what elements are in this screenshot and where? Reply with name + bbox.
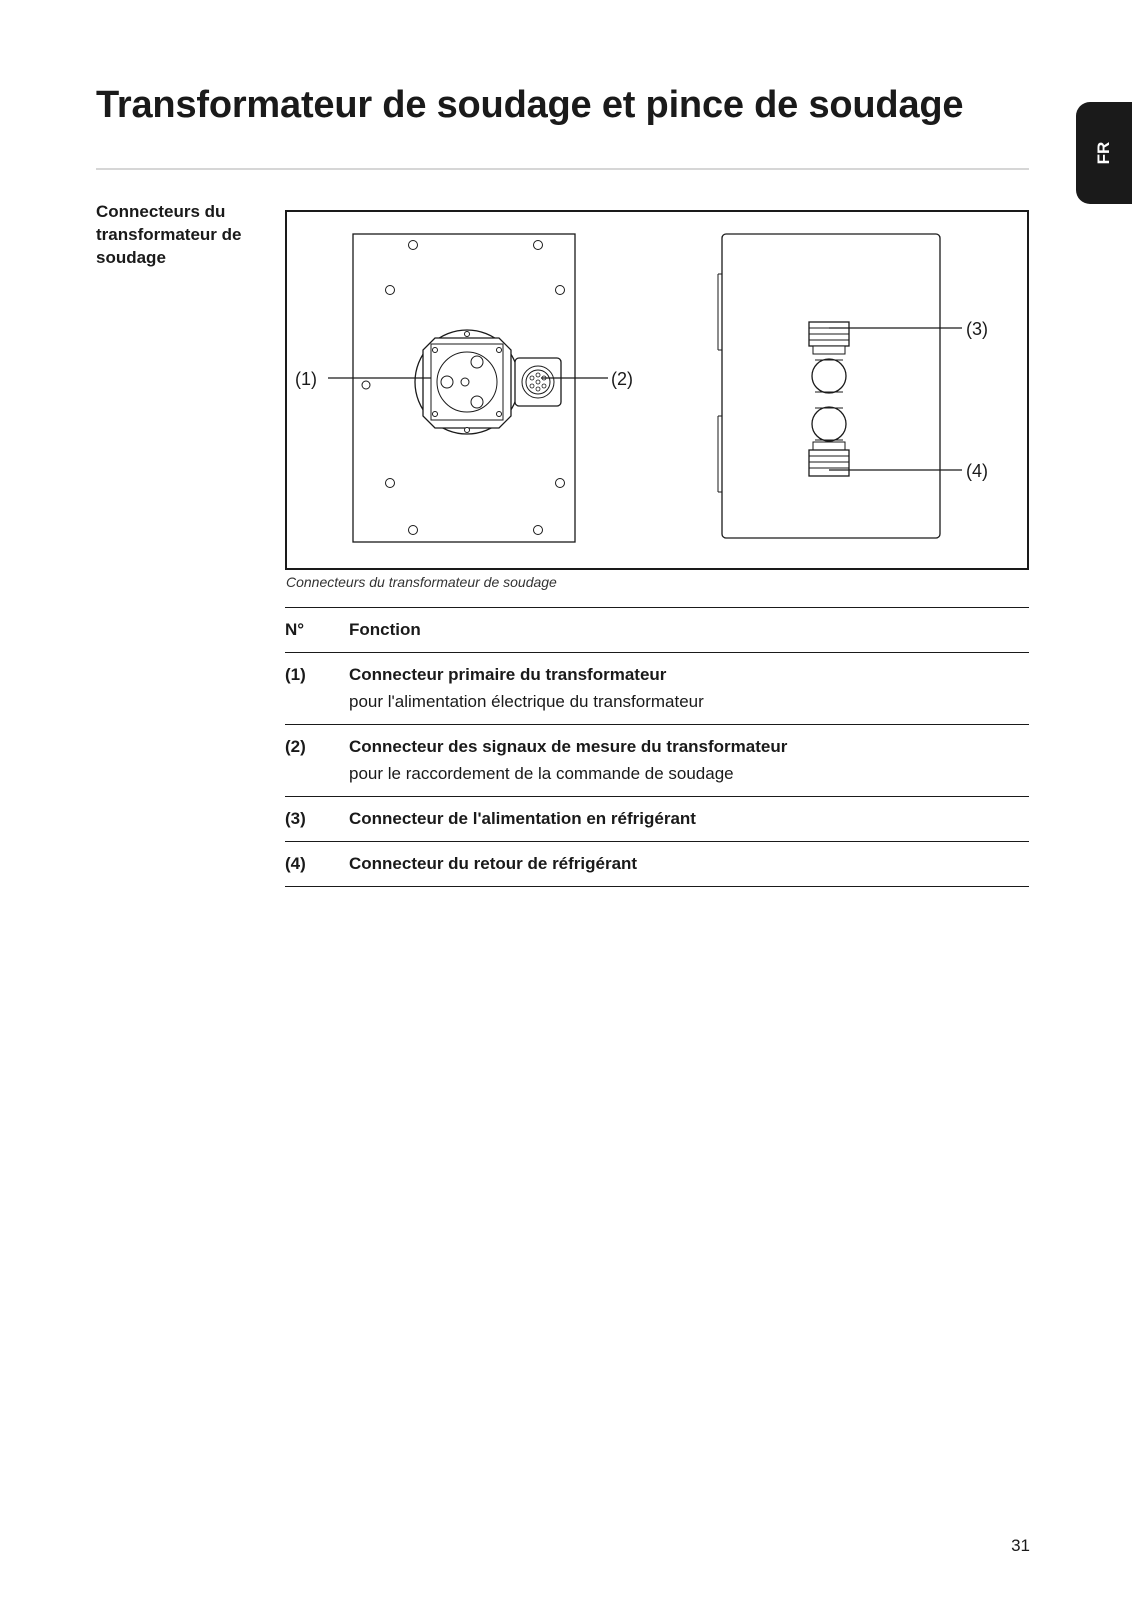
transformer-side-panel — [718, 234, 940, 538]
callout-1: (1) — [295, 369, 317, 389]
table-row — [285, 653, 1029, 725]
header-function: Fonction — [349, 620, 421, 639]
figure-caption: Connecteurs du transformateur de soudage — [286, 574, 557, 590]
row-description: pour l'alimentation électrique du transformateur — [349, 692, 704, 711]
row-title: Connecteur primaire du transformateur — [349, 665, 667, 684]
table-row — [285, 797, 1029, 842]
table-header-row — [285, 608, 1029, 653]
table-row — [285, 842, 1029, 887]
primary-connector-drawing — [415, 330, 519, 434]
row-title: Connecteur de l'alimentation en réfrigérant — [349, 809, 696, 828]
page-title: Transformateur de soudage et pince de soudage — [96, 84, 964, 126]
callout-2: (2) — [611, 369, 633, 389]
page-number: 31 — [1011, 1536, 1030, 1555]
function-table — [285, 607, 1029, 887]
callout-3: (3) — [966, 319, 988, 339]
signal-connector-drawing — [515, 358, 561, 406]
row-title: Connecteur du retour de réfrigérant — [349, 854, 638, 873]
table-row — [285, 725, 1029, 797]
language-tab — [1076, 102, 1132, 204]
title-divider — [96, 168, 1029, 170]
row-number: (4) — [285, 854, 306, 873]
row-function — [349, 653, 1029, 725]
transformer-front-panel — [353, 234, 575, 542]
row-function — [349, 725, 1029, 797]
header-number: N° — [285, 620, 305, 639]
coolant-return-drawing — [809, 407, 849, 476]
row-function — [349, 797, 1029, 842]
row-title: Connecteur des signaux de mesure du transformateur — [349, 737, 788, 756]
row-number: (3) — [285, 809, 306, 828]
language-tab-label: FR — [1094, 141, 1113, 165]
connector-figure — [285, 210, 1029, 570]
section-heading: Connecteurs du transformateur de soudage — [96, 202, 242, 267]
row-description: pour le raccordement de la commande de soudage — [349, 764, 734, 783]
row-function — [349, 842, 1029, 887]
row-number: (1) — [285, 665, 306, 684]
row-number: (2) — [285, 737, 306, 756]
callout-4: (4) — [966, 461, 988, 481]
